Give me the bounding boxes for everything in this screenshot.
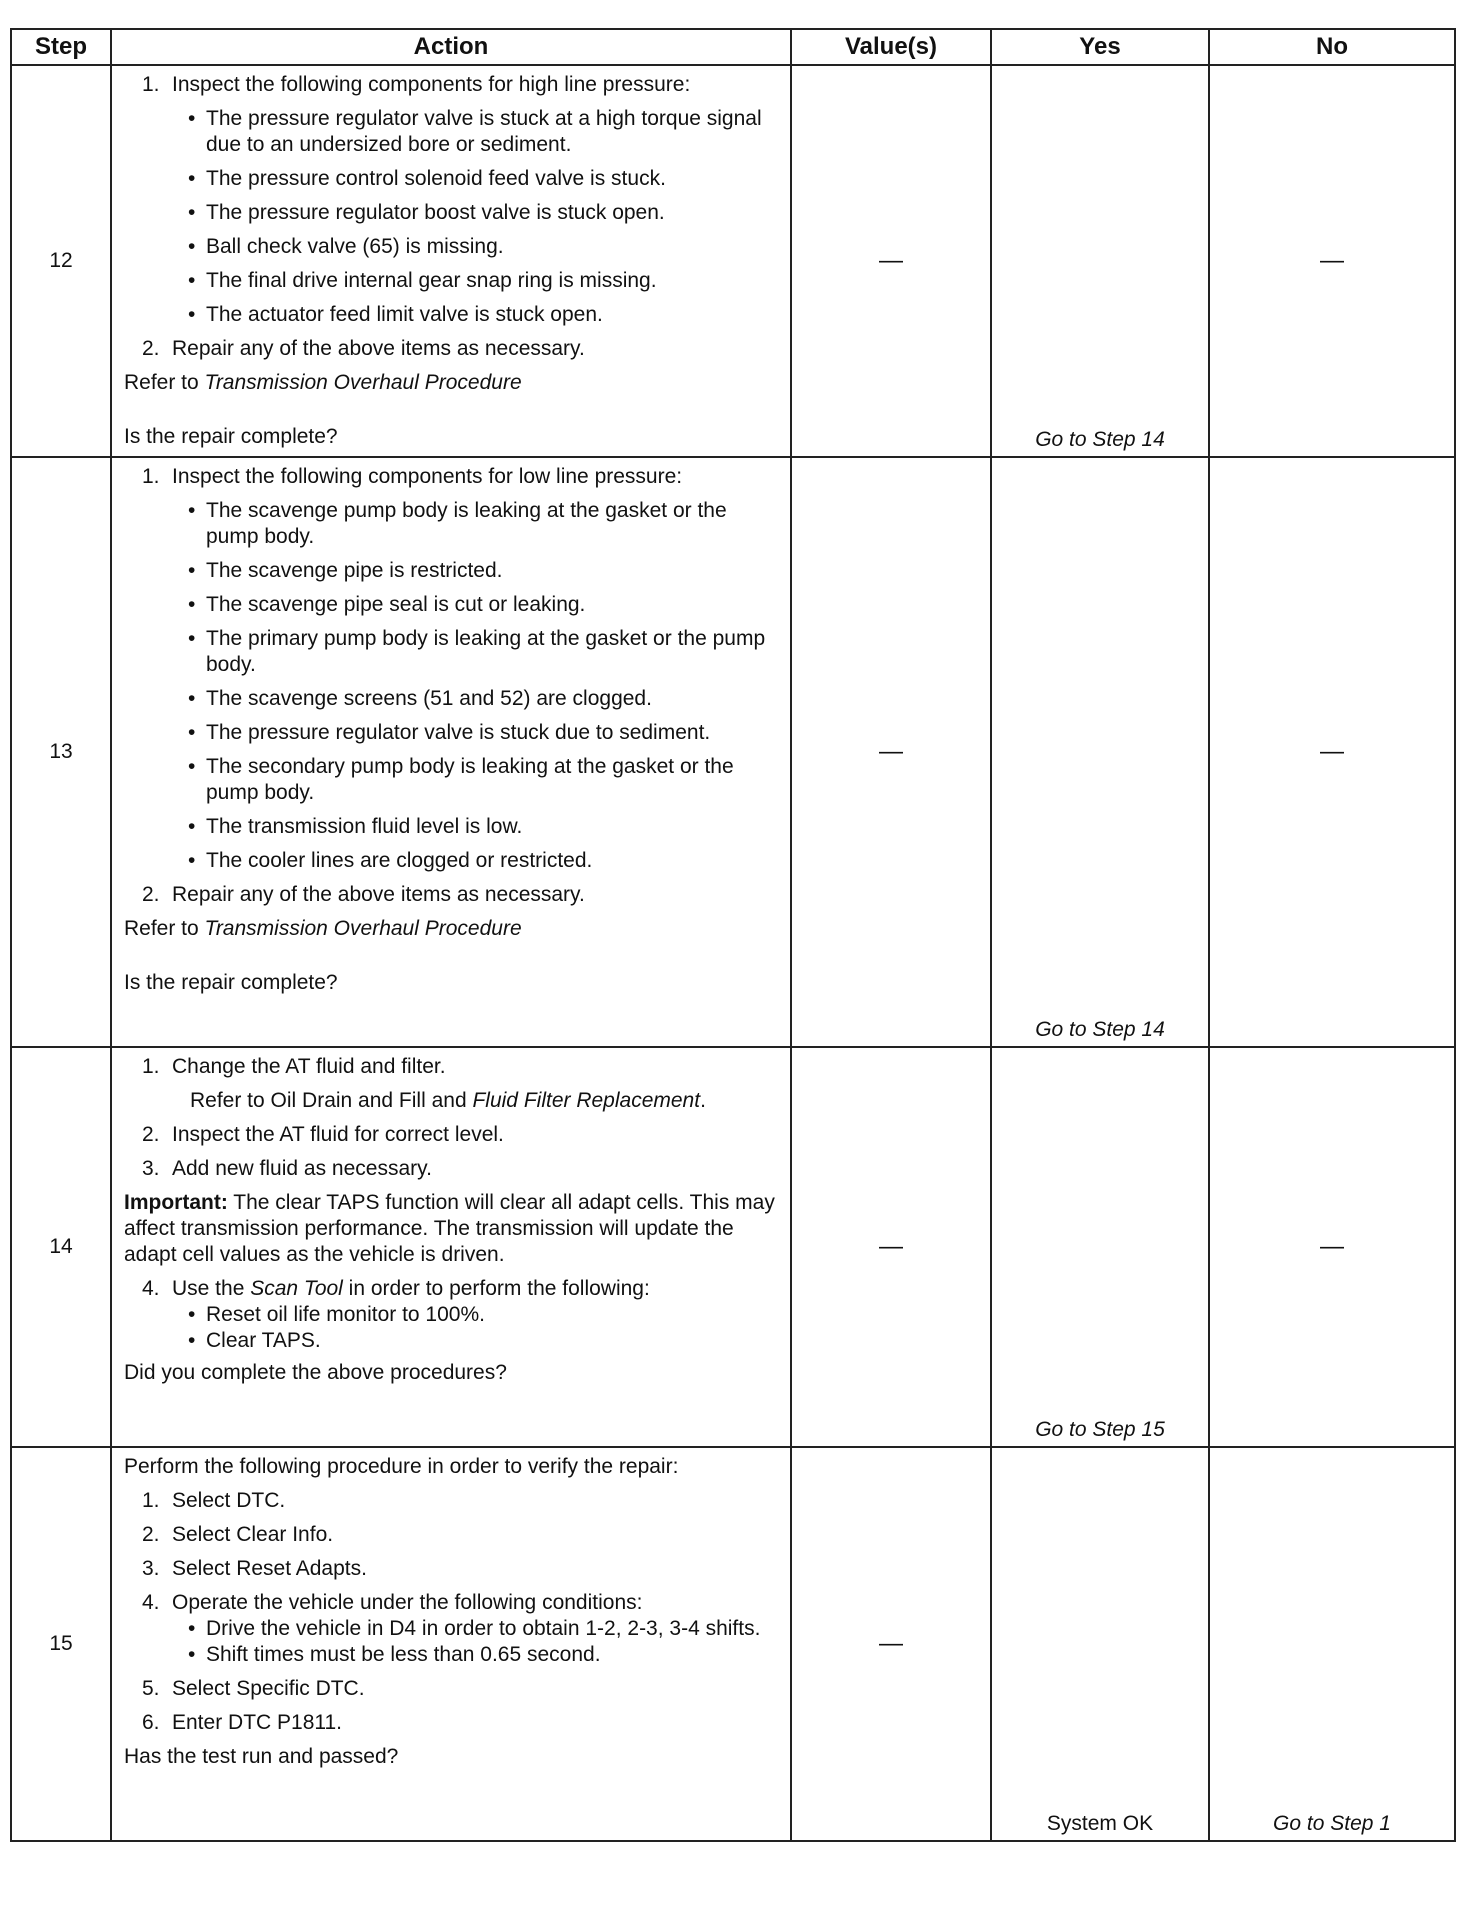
item-text: Add new fluid as necessary. [172,1157,432,1180]
yes-cell[interactable]: Go to Step 14 [991,65,1209,457]
bullet: • [188,687,196,710]
bullet-text: The pressure regulator boost valve is stuck open. [206,201,665,224]
values-cell: — [791,457,991,1047]
bullet-item [124,302,780,328]
numbered-item [124,1590,780,1616]
bullet-item [124,814,780,840]
no-cell: — [1209,1047,1455,1447]
numbered-item [124,882,780,908]
numbered-item [124,72,780,98]
bullet-item [124,234,780,260]
bullet-item [124,106,780,158]
refer-prefix: Refer to Oil Drain and Fill and [190,1089,473,1112]
action-cell [111,457,791,1047]
numbered-item [124,1156,780,1182]
values-cell: — [791,65,991,457]
header-values: Value(s) [791,29,991,65]
bullet: • [188,593,196,616]
bullet: • [188,1329,196,1352]
values-cell: — [791,1447,991,1841]
bullet-item [124,1642,780,1668]
item-text: Enter DTC P1811. [172,1711,343,1734]
bullet-item [124,848,780,874]
bullet: • [188,269,196,292]
header-action: Action [111,29,791,65]
item-number: 3. [142,1157,160,1180]
item-text: Repair any of the above items as necessary. [172,337,585,360]
bullet-item [124,626,780,678]
bullet-text: The scavenge pump body is leaking at the gasket or the pump body. [206,499,727,548]
bullet-text: The final drive internal gear snap ring is missing. [206,269,657,292]
item-text: Repair any of the above items as necessary. [172,883,585,906]
bullet: • [188,755,196,778]
step-number: 15 [11,1447,111,1841]
refer-prefix: Refer to [124,917,205,940]
item-text: Change the AT fluid and filter. [172,1055,446,1078]
refer-link[interactable]: Transmission Overhaul Procedure [204,917,522,940]
yes-cell[interactable]: Go to Step 14 [991,457,1209,1047]
action-cell [111,1047,791,1447]
item-text: Inspect the following components for low line pressure: [172,465,683,488]
bullet-text: The pressure regulator valve is stuck at a high torque signal due to an undersized bore or sediment. [206,107,762,156]
item-number: 2. [142,1123,160,1146]
bullet-text: The secondary pump body is leaking at the gasket or the pump body. [206,755,734,804]
question: Has the test run and passed? [124,1745,399,1768]
bullet-text: Clear TAPS. [206,1329,321,1352]
item-number: 6. [142,1711,160,1734]
bullet-text: The primary pump body is leaking at the gasket or the pump body. [206,627,766,676]
bullet-item [124,754,780,806]
bullet-item [124,166,780,192]
question: Is the repair complete? [124,425,338,448]
refer-link[interactable]: Transmission Overhaul Procedure [204,371,522,394]
table-row [11,457,1455,1047]
item-text: Inspect the following components for high line pressure: [172,73,691,96]
header-yes: Yes [991,29,1209,65]
numbered-item [124,1276,780,1302]
bullet-text: The cooler lines are clogged or restricted. [206,849,593,872]
bullet-text: The pressure control solenoid feed valve is stuck. [206,167,666,190]
yes-cell: System OK [991,1447,1209,1841]
bullet: • [188,849,196,872]
item-text: Select DTC. [172,1489,286,1512]
header-row [11,29,1455,65]
bullet-item [124,1616,780,1642]
item-number: 3. [142,1557,160,1580]
bullet-item [124,592,780,618]
numbered-item [124,1122,780,1148]
numbered-item [124,336,780,362]
header-no: No [1209,29,1455,65]
table-row [11,65,1455,457]
item-number: 4. [142,1277,160,1300]
item-text-suffix: in order to perform the following: [342,1277,650,1300]
refer-line [124,916,780,942]
item-number: 2. [142,1523,160,1546]
bullet: • [188,1643,196,1666]
item-number: 5. [142,1677,160,1700]
item-number: 2. [142,883,160,906]
intro-text: Perform the following procedure in order to verify the repair: [124,1455,679,1478]
bullet-item [124,1302,780,1328]
bullet-text: The actuator feed limit valve is stuck open. [206,303,603,326]
item-text-prefix: Use the [172,1277,251,1300]
bullet: • [188,1617,196,1640]
no-cell: — [1209,457,1455,1047]
bullet: • [188,167,196,190]
item-number: 1. [142,465,160,488]
step-number: 13 [11,457,111,1047]
refer-suffix: . [700,1089,706,1112]
bullet: • [188,499,196,522]
table-row [11,1447,1455,1841]
bullet-item [124,268,780,294]
refer-link[interactable]: Fluid Filter Replacement [472,1089,701,1112]
item-number: 1. [142,1055,160,1078]
important-note [124,1190,780,1268]
bullet-item [124,1328,780,1354]
bullet-item [124,498,780,550]
refer-prefix: Refer to [124,371,205,394]
bullet: • [188,201,196,224]
important-text: The clear TAPS function will clear all adapt cells. This may affect transmission performance. The transmission will update the adapt cell values as the vehicle is driven. [124,1191,775,1266]
item-text: Operate the vehicle under the following conditions: [172,1591,643,1614]
numbered-item [124,1522,780,1548]
bullet-text: Ball check valve (65) is missing. [206,235,504,258]
item-text: Inspect the AT fluid for correct level. [172,1123,504,1146]
item-number: 1. [142,73,160,96]
header-step: Step [11,29,111,65]
bullet-text: The transmission fluid level is low. [206,815,523,838]
bullet: • [188,303,196,326]
item-text: Select Reset Adapts. [172,1557,367,1580]
numbered-item [124,1488,780,1514]
step-number: 14 [11,1047,111,1447]
bullet-item [124,200,780,226]
bullet-text: The pressure regulator valve is stuck due to sediment. [206,721,711,744]
table-row [11,1047,1455,1447]
bullet-text: Reset oil life monitor to 100%. [206,1303,485,1326]
question: Did you complete the above procedures? [124,1361,507,1384]
item-number: 2. [142,337,160,360]
no-cell: — [1209,65,1455,457]
numbered-item [124,1676,780,1702]
bullet-text: The scavenge pipe is restricted. [206,559,503,582]
item-number: 1. [142,1489,160,1512]
values-cell: — [791,1047,991,1447]
bullet-item [124,720,780,746]
bullet-text: The scavenge screens (51 and 52) are clogged. [206,687,652,710]
no-cell[interactable]: Go to Step 1 [1209,1447,1455,1841]
numbered-item [124,464,780,490]
bullet-text: The scavenge pipe seal is cut or leaking. [206,593,586,616]
numbered-item [124,1710,780,1736]
bullet: • [188,627,196,650]
bullet: • [188,1303,196,1326]
scan-tool-link[interactable]: Scan Tool [250,1277,343,1300]
action-cell [111,1447,791,1841]
bullet: • [188,559,196,582]
refer-line [124,1088,780,1114]
numbered-item [124,1054,780,1080]
numbered-item [124,1556,780,1582]
question: Is the repair complete? [124,971,338,994]
refer-line [124,370,780,396]
step-number: 12 [11,65,111,457]
bullet: • [188,815,196,838]
bullet: • [188,721,196,744]
bullet-item [124,686,780,712]
bullet: • [188,235,196,258]
bullet-item [124,558,780,584]
bullet: • [188,107,196,130]
item-text: Select Specific DTC. [172,1677,365,1700]
important-label: Important: [124,1191,228,1214]
item-text: Select Clear Info. [172,1523,334,1546]
bullet-text: Shift times must be less than 0.65 second. [206,1643,601,1666]
action-cell [111,65,791,457]
item-number: 4. [142,1591,160,1614]
bullet-text: Drive the vehicle in D4 in order to obtain 1-2, 2-3, 3-4 shifts. [206,1617,761,1640]
yes-cell[interactable]: Go to Step 15 [991,1047,1209,1447]
diagnostic-table [10,28,1456,1842]
